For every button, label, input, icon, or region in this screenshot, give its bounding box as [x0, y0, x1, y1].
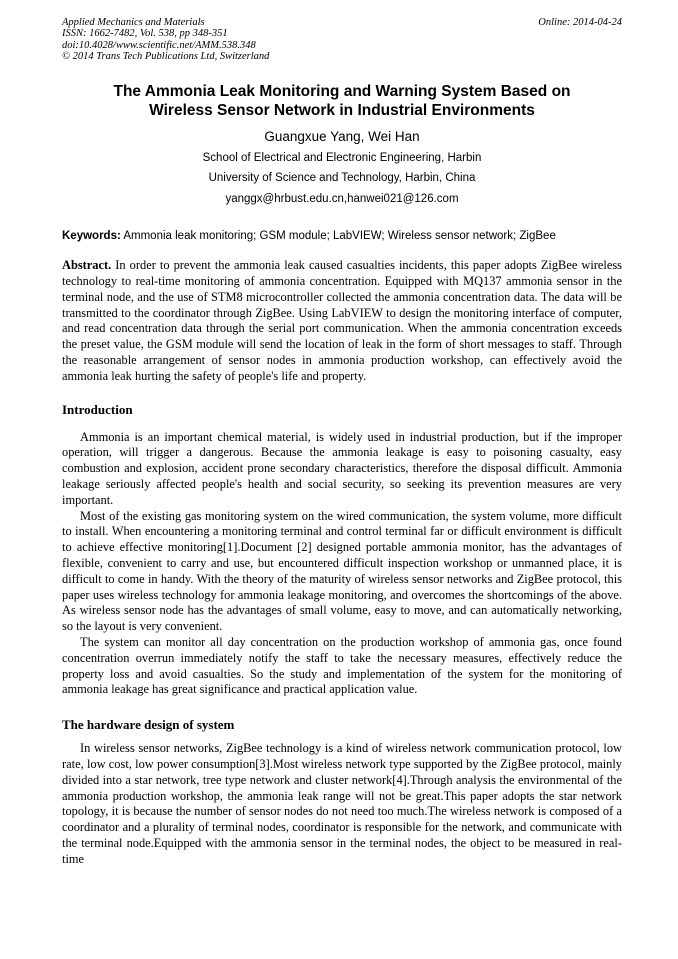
paper-title [62, 82, 622, 120]
section-heading-introduction: Introduction [62, 401, 133, 417]
affiliation-line-2: University of Science and Technology, Harbin, China [208, 172, 476, 185]
intro-paragraph-3: The system can monitor all day concentration on the production workshop of ammonia gas, once found concentration overrun immediately notify the staff to take the necessary measures, effectively reduce the property loss and avoid casualties. So the study and implementation of the system for the monitoring of ammonia leakage has great significance and practical application value. [62, 634, 622, 697]
section-heading-hardware: The hardware design of system [62, 717, 235, 733]
abstract-text: In order to prevent the ammonia leak caused casualties incidents, this paper adopts ZigBee wireless technology to real-time monitoring of ammonia concentration. Equipped with MQ137 ammonia sensor in the terminal node, and the use of STM8 microcontroller collected the ammonia concentration data. The data will be transmitted to the coordinator through ZigBee. Using LabVIEW to design the monitoring interface of computer, and read concentration data through the serial port communication. When the ammonia concentration exceeds the preset value, the GSM module will send the location of leak in the form of short messages to staff. Through the reasonable arrangement of sensor nodes in ammonia production workshop, can effectively avoid the ammonia leak hurting the safety of people's life and property. [62, 258, 622, 383]
journal-name: Applied Mechanics and Materials [62, 17, 205, 28]
abstract-label: Abstract. [62, 258, 112, 273]
author-emails: yanggx@hrbust.edu.cn,hanwei021@126.com [225, 193, 459, 206]
keywords-label: Keywords: [62, 230, 121, 243]
abstract [62, 258, 622, 384]
doi-line: doi:10.4028/www.scientific.net/AMM.538.348 [62, 39, 256, 51]
paper-title-line-2: Wireless Sensor Network in Industrial Environments [149, 102, 535, 120]
paper-title-line-1: The Ammonia Leak Monitoring and Warning System Based on [113, 83, 571, 101]
keywords-line [62, 230, 622, 243]
keywords-text: Ammonia leak monitoring; GSM module; LabVIEW; Wireless sensor network; ZigBee [120, 230, 556, 243]
affiliation-line-1: School of Electrical and Electronic Engineering, Harbin [202, 152, 482, 165]
issn-line: ISSN: 1662-7482, Vol. 538, pp 348-351 [62, 28, 228, 40]
authors: Guangxue Yang, Wei Han [264, 129, 420, 145]
online-date: Online: 2014-04-24 [538, 17, 622, 28]
copyright-line: © 2014 Trans Tech Publications Ltd, Switzerland [62, 50, 270, 62]
intro-paragraph-2: Most of the existing gas monitoring system on the wired communication, the system volume, more difficult to install. When encountering a monitoring terminal and control terminal far or difficult environment is difficult to achieve effective monitoring[1].Document [2] designed portable ammonia monitor, has the advantages of flexible, convenient to carry and use, but encountered difficult inspection workshop or unmanned place, it is difficult to come in handy. With the theory of the maturity of wireless sensor networks and ZigBee protocol, this paper uses wireless technology for ammonia leakage monitoring, and overcomes the shortcomings of the above. As wireless sensor node has the advantages of small volume, easy to move, and can automatically networking, so the layout is very convenient. [62, 508, 622, 634]
intro-paragraph-1: Ammonia is an important chemical material, is widely used in industrial production, but if the improper operation, will trigger a dangerous. Because the ammonia leakage is easy to poisoning casualty, easy combustion and explosion, accident prone secondary characteristics, therefore the disposal difficult. Ammonia leakage seriously affected people's health and social security, so seeking its prevention measures are very important. [62, 429, 622, 507]
publication-info [62, 17, 269, 62]
hardware-paragraph-1: In wireless sensor networks, ZigBee technology is a kind of wireless network communication protocol, low rate, low cost, low power consumption[3].Most wireless network type supported by the ZigBee protocol, mainly divided into a star network, tree type network and cluster network[4].Through analysis the environmental of the ammonia production workshop, the ammonia leak range will not be great.This paper adopts the star network topology, it is because the number of sensor nodes do not need too much.The wireless network is composed of a coordinator and a plurality of terminal nodes, coordinator is responsible for the network, and communicate with the terminal node.Equipped with the ammonia sensor in the terminal nodes, the object to be measured in real-time [62, 741, 622, 866]
publication-header [62, 17, 622, 62]
